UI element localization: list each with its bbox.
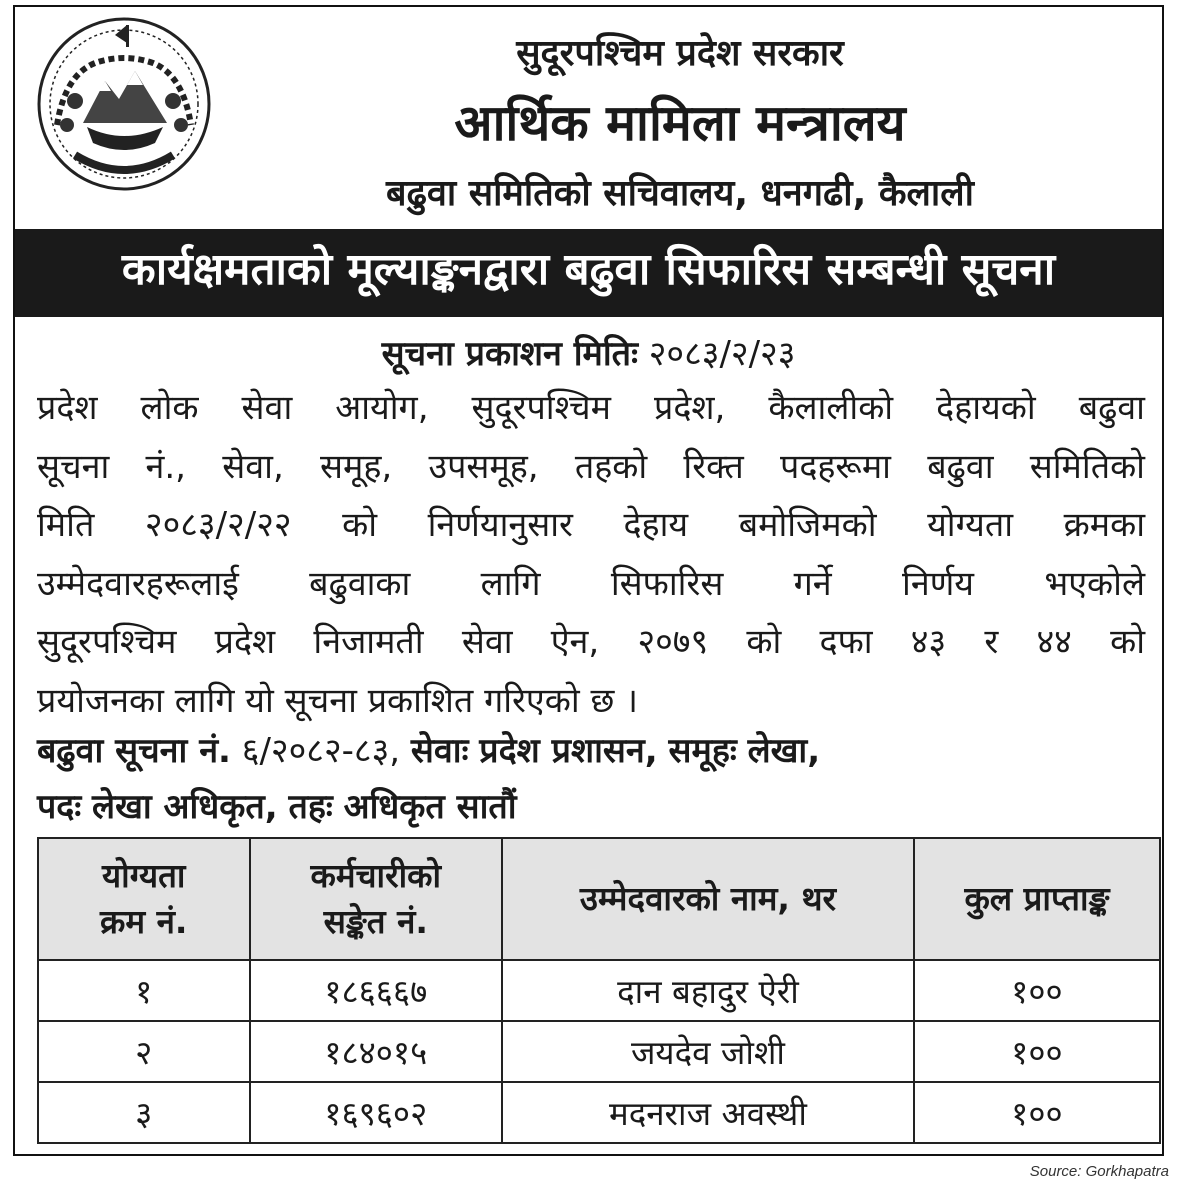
publication-date-value: २०८३/२/२३	[648, 334, 796, 374]
body-line: प्रयोजनका लागि यो सूचना प्रकाशित गरिएको छ ।	[37, 680, 638, 721]
province-government-heading: सुदूरपश्चिम प्रदेश सरकार	[516, 33, 844, 74]
cell-candidate-name: जयदेव जोशी	[502, 1021, 914, 1082]
table-header-row	[38, 838, 1160, 960]
publication-date	[15, 329, 1162, 375]
level-value: अधिकृत सातौं	[343, 787, 517, 827]
nepal-emblem-icon	[35, 15, 213, 193]
service-label: सेवाः	[410, 731, 469, 771]
cell-employee-code: १८६६६७	[250, 960, 503, 1021]
cell-total-marks: १००	[914, 1082, 1160, 1143]
table-row	[38, 1082, 1160, 1143]
table-row	[38, 960, 1160, 1021]
cell-total-marks: १००	[914, 960, 1160, 1021]
group-value: लेखा,	[747, 731, 821, 771]
notice-frame	[13, 5, 1164, 1156]
ministry-heading: आर्थिक मामिला मन्त्रालय	[454, 94, 906, 152]
cell-candidate-name: मदनराज अवस्थी	[502, 1082, 914, 1143]
notice-no-value: ६/२०८२-८३,	[241, 731, 401, 771]
promotion-notice-info	[37, 723, 1147, 835]
cell-total-marks: १००	[914, 1021, 1160, 1082]
source-credit: Source: Gorkhapatra	[1029, 1163, 1169, 1180]
merit-list-table	[37, 837, 1161, 1144]
cell-employee-code: १६९६०२	[250, 1082, 503, 1143]
header-candidate-name: उम्मेदवारको नाम, थर	[502, 838, 914, 960]
group-label: समूहः	[668, 731, 737, 771]
notice-title-bar	[15, 229, 1162, 317]
header-merit-no: योग्यता क्रम नं.	[38, 838, 250, 960]
service-value: प्रदेश प्रशासन,	[479, 731, 658, 771]
body-line: सुदूरपश्चिम प्रदेश निजामती सेवा ऐन, २०७९ को दफा ४३ र ४४ को	[37, 622, 1145, 662]
cell-merit-no: ३	[38, 1082, 250, 1143]
level-label: तहः	[288, 787, 333, 827]
body-line: प्रदेश लोक सेवा आयोग, सुदूरपश्चिम प्रदेश, कैलालीको देहायको बढुवा	[37, 388, 1145, 428]
secretariat-heading: बढुवा समितिको सचिवालय, धनगढी, कैलाली	[386, 173, 974, 214]
post-label: पदः	[37, 787, 82, 827]
body-line: सूचना नं., सेवा, समूह, उपसमूह, तहको रिक्त पदहरूमा बढुवा समितिको	[37, 446, 1145, 487]
notice-no-label: बढुवा सूचना नं.	[37, 731, 231, 771]
cell-merit-no: २	[38, 1021, 250, 1082]
publication-date-label: सूचना प्रकाशन मितिः	[381, 334, 638, 374]
body-line: उम्मेदवारहरूलाई बढुवाका लागि सिफारिस गर्ने निर्णय भएकोले	[37, 563, 1145, 604]
notice-body	[37, 379, 1145, 730]
notice-info-line	[37, 779, 1147, 835]
cell-candidate-name: दान बहादुर ऐरी	[502, 960, 914, 1021]
cell-employee-code: १८४०१५	[250, 1021, 503, 1082]
post-value: लेखा अधिकृत,	[92, 787, 278, 827]
notice-info-line	[37, 723, 1147, 779]
body-line: मिति २०८३/२/२२ को निर्णयानुसार देहाय बमोजिमको योग्यता क्रमका	[37, 505, 1145, 545]
notice-title: कार्यक्षमताको मूल्याङ्कनद्वारा बढुवा सिफारिस सम्बन्धी सूचना	[121, 244, 1056, 295]
header-total-marks: कुल प्राप्ताङ्क	[914, 838, 1160, 960]
cell-merit-no: १	[38, 960, 250, 1021]
header-employee-code: कर्मचारीको सङ्केत नं.	[250, 838, 503, 960]
table-row	[38, 1021, 1160, 1082]
